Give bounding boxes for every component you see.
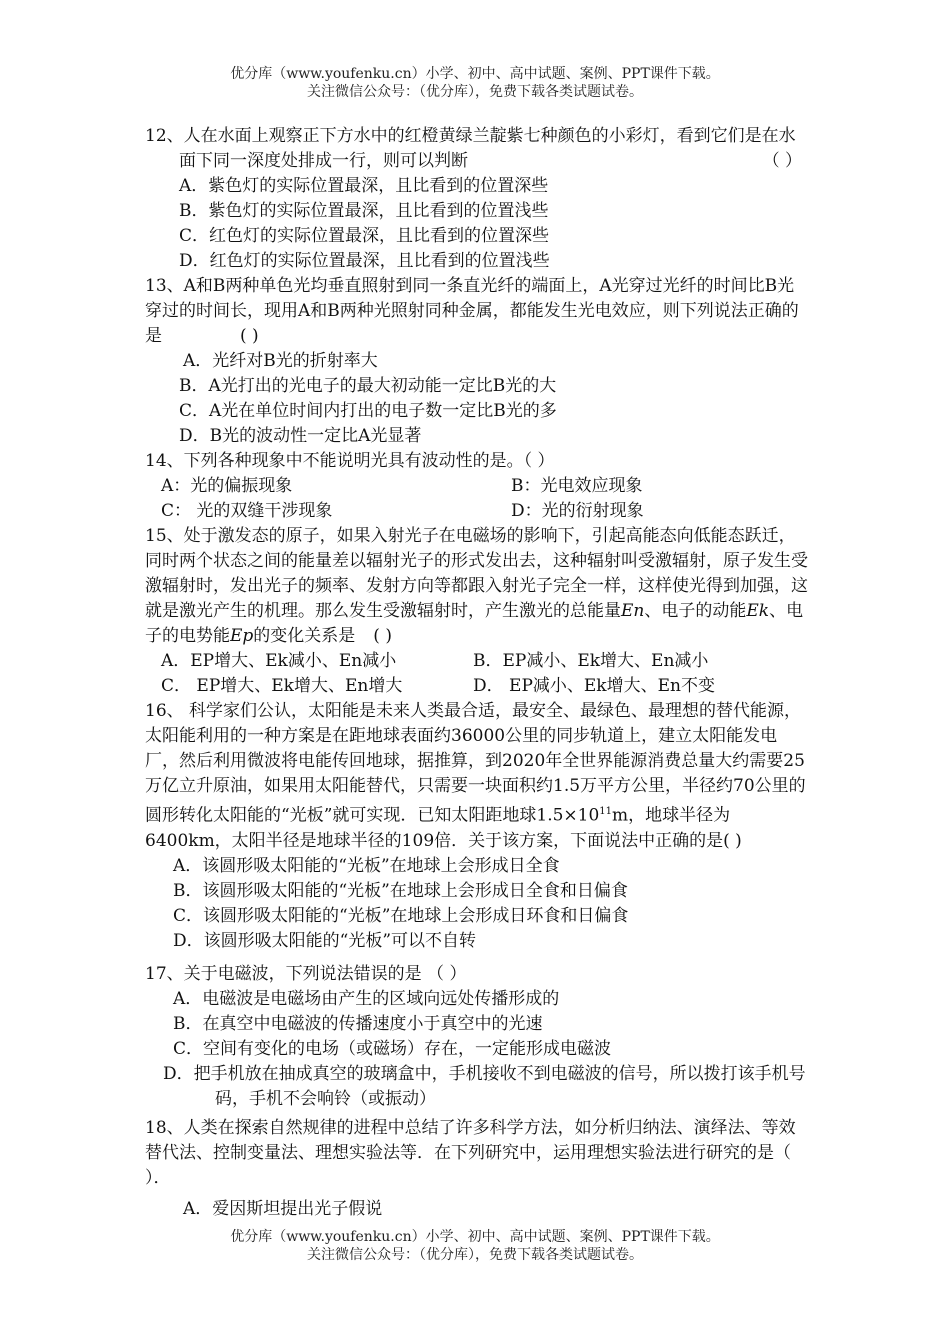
answer-paren: （ ） xyxy=(762,151,802,171)
question-13-option-a: A．光纤对B光的折射率大 xyxy=(183,351,378,371)
question-12-stem: 12、人在水面上观察正下方水中的红橙黄绿兰靛紫七种颜色的小彩灯，看到它们是在水面下同一深度处排成一行，则可以判断 （ ） xyxy=(145,124,810,174)
question-14-stem: 14、下列各种现象中不能说明光具有波动性的是。（ ） xyxy=(145,451,555,471)
question-16-option-d: D．该圆形吸太阳能的“光板”可以不自转 xyxy=(173,930,477,951)
question-13-stem: 13、A和B两种单色光均垂直照射到同一条直光纤的端面上，A光穿过光纤的时间比B光穿过的时间长，现用A和B两种光照射同种金属，都能发生光电效应，则下列说法正确的是 ( ) xyxy=(145,276,799,346)
question-15-row-2 xyxy=(145,674,810,699)
header-line-1: 优分库（www.youfenku.cn）小学、初中、高中试题、案例、PPT课件下载。 xyxy=(230,66,720,82)
question-17-option-c: C．空间有变化的电场（或磁场）存在，一定能形成电磁波 xyxy=(173,1038,612,1059)
question-17-option-d: D．把手机放在抽成真空的玻璃盒中，手机接收不到电磁波的信号，所以拨打该手机号码，手机不会响铃（或振动） xyxy=(163,1063,806,1109)
question-16-stem: 16、 科学家们公认，太阳能是未来人类最合适，最安全、最绿色、最理想的替代能源，太阳能利用的一种方案是在距地球表面约36000公里的同步轨道上，建立太阳能发电厂，然后利用微波将电能传回地球，据推算，到2020年全世界能源消费总量大约需要25万亿立升原油，如果用太阳能替代，只需要一块面积约1.5万平方公里，半径约70公里的圆形转化太阳能的“光板”就可实现．已知太阳距地球$1.5\times 10^{11}m$，地球半径为6400km，太阳半径是地球半径的109倍．关于该方案，下面说法中正确的是( ) xyxy=(145,701,806,851)
question-13-option-b: B．A光打出的光电子的最大初动能一定比B光的大 xyxy=(179,376,557,396)
question-12-option-d: D．红色灯的实际位置最深，且比看到的位置浅些 xyxy=(179,251,550,271)
question-18-stem: 18、人类在探索自然规律的进程中总结了许多科学方法，如分析归纳法、演绎法、等效替代法、控制变量法、理想实验法等．在下列研究中，运用理想实验法进行研究的是（ ）． xyxy=(145,1117,796,1188)
footer-line-2: 关注微信公众号：（优分库），免费下载各类试题试卷。 xyxy=(307,1247,643,1263)
answer-paren: ( ) xyxy=(373,626,392,646)
question-17-stem: 17、关于电磁波，下列说法错误的是 （ ） xyxy=(145,963,467,984)
page-header xyxy=(0,65,950,101)
footer-line-1: 优分库（www.youfenku.cn）小学、初中、高中试题、案例、PPT课件下载。 xyxy=(230,1229,720,1245)
question-15-row-1 xyxy=(145,649,810,674)
answer-paren: ( ) xyxy=(723,830,742,851)
answer-paren: ( ) xyxy=(240,326,259,346)
question-15-option-d: D． EP减小、Ek增大、En不变 xyxy=(473,676,715,696)
question-14-row-1 xyxy=(145,474,810,499)
question-17-option-a: A．电磁波是电磁场由产生的区域向远处传播形成的 xyxy=(173,988,560,1009)
question-14-option-c: C： 光的双缝干涉现象 xyxy=(161,501,333,521)
question-17-option-b: B．在真空中电磁波的传播速度小于真空中的光速 xyxy=(173,1013,543,1034)
question-16-option-a: A．该圆形吸太阳能的“光板”在地球上会形成日全食 xyxy=(173,855,560,876)
question-12-option-a: A．紫色灯的实际位置最深，且比看到的位置深些 xyxy=(179,176,549,196)
header-line-2: 关注微信公众号：（优分库），免费下载各类试题试卷。 xyxy=(307,84,643,100)
question-18-option-a: A．爱因斯坦提出光子假说 xyxy=(183,1198,383,1219)
question-14-option-d: D：光的衍射现象 xyxy=(511,501,644,521)
question-16 xyxy=(145,699,810,954)
question-15-option-b: B．EP减小、Ek增大、En减小 xyxy=(473,651,709,671)
question-15 xyxy=(145,524,810,699)
question-15-option-a: A．EP增大、Ek减小、En减小 xyxy=(161,651,397,671)
question-16-option-b: B．该圆形吸太阳能的“光板”在地球上会形成日全食和日偏食 xyxy=(173,880,628,901)
question-18 xyxy=(145,1116,810,1222)
page-footer xyxy=(0,1228,950,1264)
question-13-option-d: D．B光的波动性一定比A光显著 xyxy=(179,426,422,446)
question-14 xyxy=(145,449,810,524)
symbol-en: En xyxy=(621,601,645,621)
question-12-option-c: C．红色灯的实际位置最深，且比看到的位置深些 xyxy=(179,226,550,246)
question-12-option-b: B．紫色灯的实际位置最深，且比看到的位置浅些 xyxy=(179,201,549,221)
question-15-option-c: C． EP增大、Ek增大、En增大 xyxy=(161,676,403,696)
symbol-ek: Ek xyxy=(746,601,770,621)
exam-content xyxy=(145,124,810,1222)
question-14-option-b: B：光电效应现象 xyxy=(511,476,643,496)
question-12 xyxy=(145,124,810,274)
question-17 xyxy=(145,962,810,1112)
question-13 xyxy=(145,274,810,449)
question-14-option-a: A：光的偏振现象 xyxy=(161,476,293,496)
symbol-ep: Ep xyxy=(230,626,254,646)
exponent: 11 xyxy=(599,806,613,817)
question-13-option-c: C．A光在单位时间内打出的电子数一定比B光的多 xyxy=(179,401,557,421)
question-15-stem: 15、处于激发态的原子，如果入射光子在电磁场的影响下，引起高能态向低能态跃迁，同时两个状态之间的能量差以辐射光子的形式发出去，这种辐射叫受激辐射，原子发生受激辐射时，发出光子的频率、发射方向等都跟入射光子完全一样，这样使光得到加强，这就是激光产生的机理。那么发生受激辐射时，产生激光的总能量En、电子的动能Ek、电子的电势能Ep的变化关系是 ( ) xyxy=(145,526,808,646)
question-14-row-2 xyxy=(145,499,810,524)
question-16-option-c: C．该圆形吸太阳能的“光板”在地球上会形成日环食和日偏食 xyxy=(173,905,629,926)
